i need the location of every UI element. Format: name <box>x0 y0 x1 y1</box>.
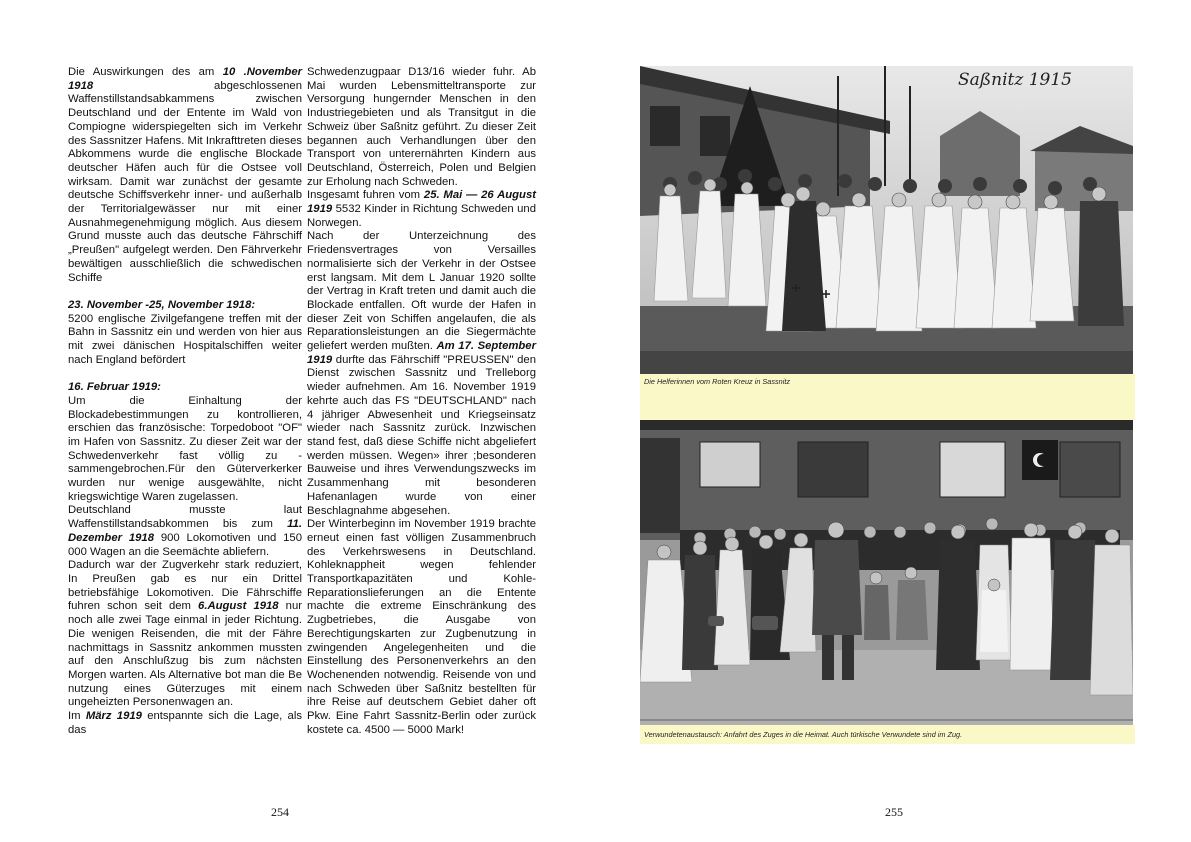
paragraph: Schwedenzugpaar D13/16 wieder fuhr. Ab Mai wurden Lebensmitteltransporte zur Versorgung hungernder Menschen in den Industriegebieten und als Transitgut in die Schweiz über Saßnitz geführt. Zu dieser Zeit begannen auch Verhandlungen über den Transport von unterernährten Kindern aus Deutschland, Österreich, Polen und Belgien zur Erholung nach Schweden. <box>307 66 536 188</box>
paragraph-gap <box>68 367 302 381</box>
page-number-left: 254 <box>271 805 289 819</box>
photo-red-cross-helpers-image <box>640 66 1133 374</box>
page-number-right: 255 <box>885 805 903 819</box>
paragraph: Der Winterbeginn im November 1919 brachte erneut einen fast völligen Zusammenbruch des Verkehrswesens in Deutschland. Kohleknappheit wegen fehlender Transportkapazitäten und Kohle-Reparationslieferungen an die Entente machte die extreme Einschränkung des Zugbetriebes, die Ausgabe von Berechtigungskarten zur Zugbenutzung in zwingenden Angelegenheiten und die Einstellung des Personenverkehrs an den Wochenenden notwendig. Reisende von und nach Schweden über Saßnitz bestellten für ihre Reise auf deutschem Gebiet daher oft Pkw. Eine Fahrt Sassnitz-Berlin oder zurück kostete ca. 4500 — 5000 Mark! <box>307 518 536 736</box>
emphasized-date: Am 17. September 1919 <box>307 340 536 366</box>
paragraph <box>68 299 302 313</box>
paragraph: Um die Einhaltung der Blockadebestimmungen zu kontrollieren, erschien das französische: Torpedoboot "OF" im Hafen von Sassnitz. Zu dieser Zeit war der Schwedenverkehr fast völlig zu - sammengebrochen.Für den Güterverkerker wurden nur wenige ausgewählte, nicht kriegswichtige Waren zugelassen. <box>68 394 302 503</box>
photo-handwriting: Saßnitz 1915 <box>958 70 1072 90</box>
paragraph: 5200 englische Zivilgefangene treffen mit der Bahn in Sassnitz ein und werden von hier aus mit zwei dänischen Hospitalschiffen weiter nach England befördert <box>68 312 302 366</box>
emphasized-date: 25. Mai — 26 August 1919 <box>307 189 536 216</box>
paragraph: Dadurch war der Zugverkehr stark reduziert, In Preußen gab es nur ein Drittel betriebsfähige Lokomotiven. Die Fährschiffe fuhren schon seit dem 6.August 1918 nur noch alle zwei Tage einmal in jeder Richtung. Die wenigen Reisenden, die mit der Fähre nachmittags in Sassnitz ankommen mussten auf den Anschlußzug bis zum nächsten Morgen warten. Als Alternative bot man die Be nutzung eines Güterzuges mit einem ungeheizten Personenwagen an. <box>68 559 302 709</box>
photo-red-cross-helpers <box>640 66 1133 374</box>
paragraph: Insgesamt fuhren vom 25. Mai — 26 August 1919 5532 Kinder in Richtung Schweden und Norwegen. <box>307 189 536 229</box>
photo-wounded-exchange-train-image <box>640 420 1133 725</box>
emphasized-date: 10 .November 1918 <box>68 66 303 92</box>
caption-red-cross-helpers: Die Helferinnen vom Roten Kreuz in Sassnitz <box>640 374 1135 420</box>
paragraph: Die Auswirkungen des am 10 .November 1918 abgeschlossenen Waffenstillstandsabkammens zwischen Deutschland und der Entente im Wald von Compiogne widerspiegelten sich im Verkehr des Sassnitzer Hafens. Mit Inkrafttreten dieses Abkommens wurde die englische Blockade deutscher Häfen auch für die Ostsee voll wirksam. Damit war zunächst der gesamte deutsche Schiffsverkehr inner- und außerhalb der Territorialgewässer nur mit einer Ausnahmegenehmigung möglich. Aus diesem Grund musste auch das deutsche Fährschiff „Preußen" aufgelegt werden. Den Fährverkehr bewältigen ausschließlich die schwedischen Schiffe <box>68 66 303 284</box>
photo-wounded-exchange-train <box>640 420 1133 725</box>
paragraph <box>68 381 302 395</box>
emphasized-date: 11. Dezember 1918 <box>68 518 302 544</box>
left-page-column-2 <box>307 66 536 737</box>
emphasized-date: 6.August 1918 <box>198 600 279 613</box>
left-page-column-1 <box>68 66 302 737</box>
paragraph-gap <box>68 285 302 299</box>
emphasized-date: 23. November -25, November 1918: <box>68 298 256 311</box>
emphasized-date: 16. Februar 1919: <box>68 381 161 394</box>
caption-wounded-exchange: Verwundetenaustausch: Anfahrt des Zuges in die Heimat. Auch türkische Verwundete sind im Zug. <box>640 725 1135 744</box>
paragraph: Nach der Unterzeichnung des Friedensvertrages von Versailles normalisierte sich der Verkehr in der Ostsee erst langsam. Mit dem L Januar 1920 sollte der Vertrag in Kraft treten und damit auch die Blockade entfallen. Oft wurde der Hafen in dieser Zeit von Schiffen angelaufen, die als Reparationsleistungen an die Siegermächte geliefert werden mußten. Am 17. September 1919 durfte das Fährschiff "PREUSSEN" den Dienst zwischen Sassnitz und Trelleborg wieder aufnehmen. Am 16. November 1919 kehrte auch das FS "DEUTSCHLAND" nach 4 jähriger Abwesenheit und Kriegseinsatz wieder nach Sassnitz zurück. Inzwischen stand fest, daß diese Schiffe nicht abgeliefert werden müssen. Wegen» ihrer ;besonderen Bauweise und ihres Verwendungszwecks im Zusammenhang mit besonderen Hafenanlagen wurde von einer Beschlagnahme abgesehen. <box>307 230 536 517</box>
emphasized-date: März 1919 <box>85 710 142 723</box>
paragraph: Im März 1919 entspannte sich die Lage, als das <box>68 710 302 736</box>
paragraph: Deutschland musste laut Waffenstillstandsabkommen bis zum 11. Dezember 1918 900 Lokomotiven und 150 000 Wagen an die Seemächte abliefern. <box>68 504 302 558</box>
